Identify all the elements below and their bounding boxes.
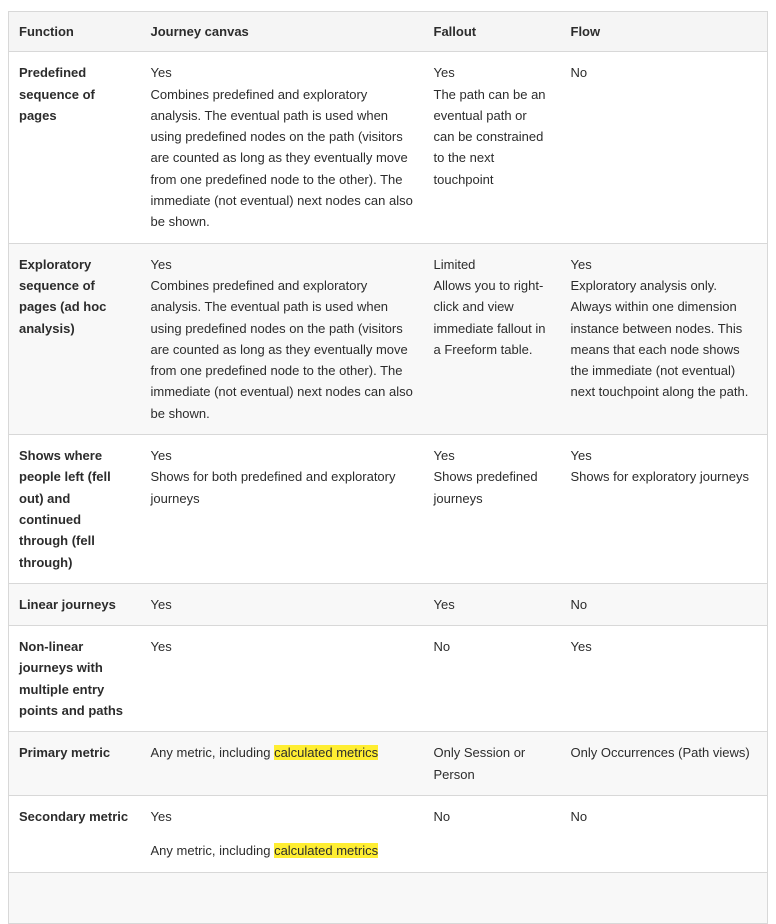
row-label: Predefined sequence of pages bbox=[9, 52, 141, 243]
status-text: No bbox=[433, 639, 451, 655]
description-text: Shows predefined journeys bbox=[433, 469, 538, 506]
header-journey-canvas: Journey canvas bbox=[141, 12, 424, 52]
description-text: Allows you to right-click and view immediate fallout in a Freeform table. bbox=[433, 277, 546, 357]
table-row bbox=[9, 732, 768, 796]
description-text: Only Occurrences (Path views) bbox=[570, 745, 750, 761]
status-text: Yes bbox=[150, 808, 172, 824]
flow-cell bbox=[561, 872, 768, 923]
status-text: Yes bbox=[570, 639, 592, 655]
row-label: Non-linear journeys with multiple entry points and paths bbox=[9, 626, 141, 732]
journey-cell bbox=[141, 872, 424, 923]
status-text: Yes bbox=[433, 448, 455, 464]
flow-cell bbox=[561, 732, 768, 796]
status-text: No bbox=[570, 65, 588, 81]
row-label: Exploratory sequence of pages (ad hoc analysis) bbox=[9, 243, 141, 434]
comparison-table bbox=[8, 11, 768, 924]
description-text: The path can be an eventual path or can be constrained to the next touchpoint bbox=[433, 86, 546, 187]
description-text: Combines predefined and exploratory analysis. The eventual path is used when using predefined nodes on the path (visitors are counted as long as they eventually move from one predefined node to the other). The immediate (not eventual) next nodes can also be shown. bbox=[150, 86, 413, 230]
table-row bbox=[9, 626, 768, 732]
journey-cell bbox=[141, 243, 424, 434]
comparison-table-container bbox=[8, 11, 767, 924]
fallout-cell bbox=[424, 435, 561, 584]
description-text: Shows for exploratory journeys bbox=[570, 469, 749, 485]
status-text: Yes bbox=[150, 256, 172, 272]
description-text: Any metric, including bbox=[150, 843, 275, 859]
table-row-partial bbox=[9, 872, 768, 923]
description-text: Combines predefined and exploratory analysis. The eventual path is used when using predefined nodes on the path (visitors are counted as long as they eventually move from one predefined node to the other). The immediate (not eventual) next nodes can also be shown. bbox=[150, 277, 413, 421]
fallout-cell bbox=[424, 52, 561, 243]
description-text: Only Session or Person bbox=[433, 745, 526, 782]
table-row bbox=[9, 52, 768, 243]
flow-cell bbox=[561, 583, 768, 625]
status-text: No bbox=[570, 808, 588, 824]
status-text: Yes bbox=[433, 65, 455, 81]
flow-cell bbox=[561, 52, 768, 243]
journey-cell bbox=[141, 795, 424, 872]
journey-cell bbox=[141, 583, 424, 625]
flow-cell bbox=[561, 795, 768, 872]
row-label: Shows where people left (fell out) and continued through (fell through) bbox=[9, 435, 141, 584]
row-label: Primary metric bbox=[9, 732, 141, 796]
header-flow: Flow bbox=[561, 12, 768, 52]
journey-cell bbox=[141, 626, 424, 732]
flow-cell bbox=[561, 626, 768, 732]
header-fallout: Fallout bbox=[424, 12, 561, 52]
status-text: Yes bbox=[570, 256, 592, 272]
row-label: Secondary metric bbox=[9, 795, 141, 872]
highlighted-link-text: calculated metrics bbox=[274, 745, 379, 761]
fallout-cell bbox=[424, 583, 561, 625]
journey-cell bbox=[141, 435, 424, 584]
description-text: Exploratory analysis only. Always within one dimension instance between nodes. This means that each node shows the immediate (not eventual) next touchpoint along the path. bbox=[570, 277, 749, 400]
table-row bbox=[9, 795, 768, 872]
spacer bbox=[151, 827, 414, 840]
status-text: Yes bbox=[150, 596, 172, 612]
row-label: Linear journeys bbox=[9, 583, 141, 625]
header-function: Function bbox=[9, 12, 141, 52]
highlighted-link-text: calculated metrics bbox=[274, 843, 379, 859]
fallout-cell bbox=[424, 795, 561, 872]
status-text: No bbox=[433, 808, 451, 824]
fallout-cell bbox=[424, 732, 561, 796]
description-text: Shows for both predefined and exploratory journeys bbox=[150, 469, 396, 506]
status-text: Limited bbox=[433, 256, 476, 272]
table-row bbox=[9, 583, 768, 625]
status-text: No bbox=[570, 596, 588, 612]
fallout-cell bbox=[424, 626, 561, 732]
description-text: Any metric, including bbox=[150, 745, 275, 761]
table-header-row bbox=[9, 12, 768, 52]
status-text: Yes bbox=[150, 448, 172, 464]
row-label bbox=[9, 872, 141, 923]
table-row bbox=[9, 243, 768, 434]
table-row bbox=[9, 435, 768, 584]
journey-cell bbox=[141, 732, 424, 796]
flow-cell bbox=[561, 435, 768, 584]
fallout-cell bbox=[424, 872, 561, 923]
journey-cell bbox=[141, 52, 424, 243]
status-text: Yes bbox=[570, 448, 592, 464]
status-text: Yes bbox=[150, 639, 172, 655]
flow-cell bbox=[561, 243, 768, 434]
status-text: Yes bbox=[433, 596, 455, 612]
fallout-cell bbox=[424, 243, 561, 434]
status-text: Yes bbox=[150, 65, 172, 81]
